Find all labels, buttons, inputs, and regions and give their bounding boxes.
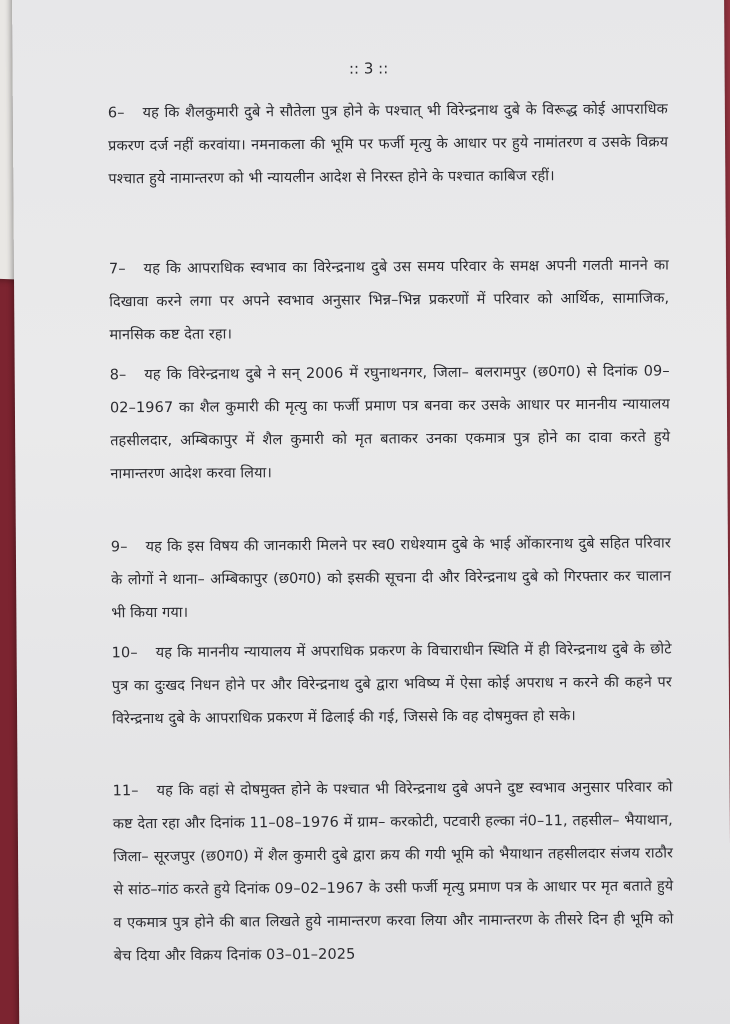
paragraph-number: 7– bbox=[108, 261, 126, 278]
paragraph-number: 6– bbox=[107, 105, 125, 122]
paragraph-number: 11– bbox=[112, 783, 139, 800]
paragraph-text: यह कि माननीय न्यायालय में अपराधिक प्रकरण के विचाराधीन स्थिति में ही विरेन्द्रनाथ दुबे के छोटे पुत्र का दुःखद निधन होने पर और विरेन्द्रनाथ दुबे द्वारा भविष्य में ऐसा कोई अपराध न करने की कहने पर विरेन्द्रनाथ दुबे के आपराधिक प्रकरण में ढिलाई की गई, जिससे कि वह दोषमुक्त हो सके। bbox=[111, 641, 672, 728]
document-page bbox=[12, 0, 730, 1024]
paragraph-6 bbox=[108, 93, 669, 196]
paragraph-text: यह कि इस विषय की जानकारी मिलने पर स्व0 राधेश्याम दुबे के भाई ओंकारनाथ दुबे सहित परिवार के लोगों ने थाना– अम्बिकापुर (छ0ग0) को इसकी सूचना दी और विरेन्द्रनाथ दुबे को गिरफ्तार कर चालान भी किया गया। bbox=[111, 535, 672, 622]
paragraph-text: यह कि वहां से दोषमुक्त होने के पश्चात भी विरेन्द्रनाथ दुबे अपने दुष्ट स्वभाव अनुसार परिवार को कष्ट देता रहा और दिनांक 11–08–1976 में ग्राम– करकोटी, पटवारी हल्का नं0–11, तहसील– भैयाथान, जिला– सूरजपुर (छ0ग0) में शैल कुमारी दुबे द्वारा क्रय की गयी भूमि को भैयाथान तहसीलदार संजय राठौर से सांठ–गांठ करते हुये दिनांक 09–02–1967 के उसी फर्जी मृत्यु प्रमाण पत्र के आधार पर मृत बताते हुये व एकमात्र पुत्र होने की बात लिखते हुये नामान्तरण करवा लिया और नामान्तरण के तीसरे दिन ही भूमि को बेच दिया और विक्रय दिनांक 03–01–2025 bbox=[112, 779, 674, 965]
paragraph-number: 9– bbox=[110, 539, 128, 556]
page-number: :: 3 :: bbox=[348, 59, 389, 78]
paragraph-10 bbox=[112, 633, 673, 736]
paragraph-number: 10– bbox=[111, 645, 138, 662]
paragraph-8 bbox=[110, 355, 671, 491]
paragraph-text: यह कि आपराधिक स्वभाव का विरेन्द्रनाथ दुबे उस समय परिवार के समक्ष अपनी गलती मानने का दिखावा करने लगा पर अपने स्वभाव अनुसार भिन्न–भिन्न प्रकरणों में परिवार को आर्थिक, सामाजिक, मानसिक कष्ट देता रहा। bbox=[109, 257, 670, 344]
paragraph-text: यह कि शैलकुमारी दुबे ने सौतेला पुत्र होने के पश्चात् भी विरेन्द्रनाथ दुबे के विरूद्ध कोई आपराधिक प्रकरण दर्ज नहीं करवांया। नमनाकला की भूमि पर फर्जी मृत्यु के आधार पर हुये नामांतरण व उसके विक्रय पश्चात हुये नामान्तरण को भी न्यायलीन आदेश से निरस्त होने के पश्चात काबिज रहीं। bbox=[108, 101, 669, 188]
paragraph-text: यह कि विरेन्द्रनाथ दुबे ने सन् 2006 में रघुनाथनगर, जिला– बलरामपुर (छ0ग0) से दिनांक 09–02–1967 का शैल कुमारी की मृत्यु का फर्जी प्रमाण पत्र बनवा कर उसके आधार पर माननीय न्यायालय तहसीलदार, अम्बिकापुर में शैल कुमारी को मृत बताकर उनका एकमात्र पुत्र होने का दावा करते हुये नामान्तरण आदेश करवा लिया। bbox=[109, 363, 671, 483]
paragraph-11 bbox=[112, 771, 673, 973]
paragraph-9 bbox=[111, 527, 672, 630]
paragraph-number: 8– bbox=[109, 367, 127, 384]
paragraph-7 bbox=[109, 249, 670, 352]
